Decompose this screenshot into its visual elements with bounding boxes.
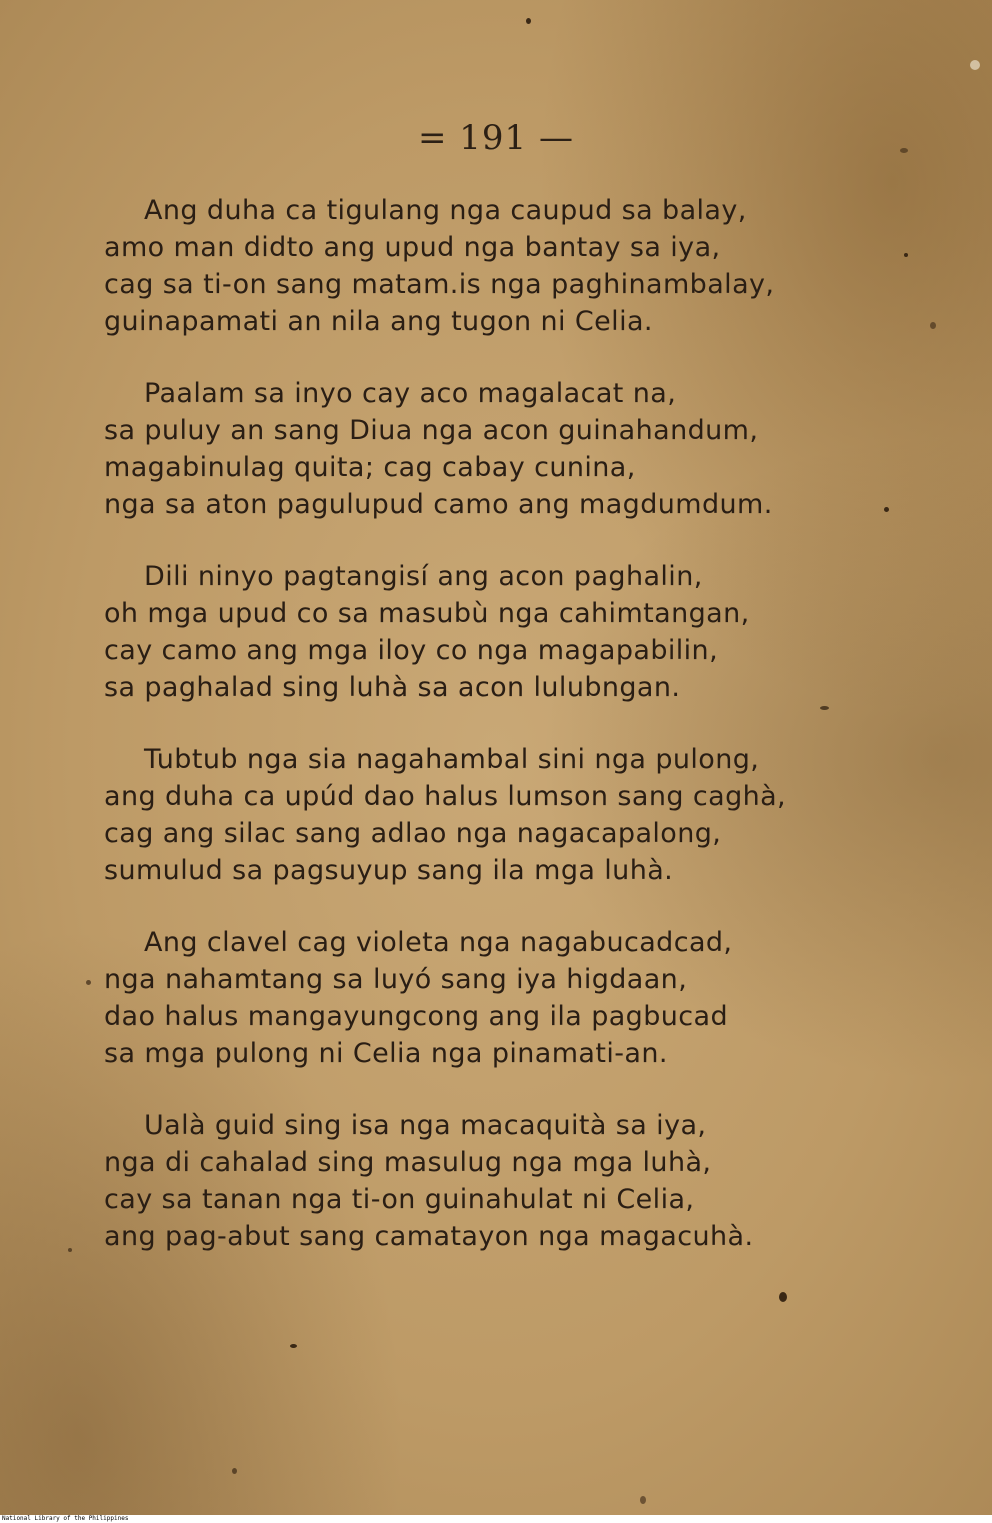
poem-line: amo man didto ang upud nga bantay sa iya, — [104, 232, 721, 263]
speck — [970, 60, 980, 70]
poem-line: oh mga upud co sa masubù nga cahimtangan, — [104, 598, 750, 629]
poem-line: cag sa ti-on sang matam.is nga paghinambalay, — [104, 269, 775, 300]
poem-line: ang pag-abut sang camatayon nga magacuhà. — [104, 1221, 754, 1252]
poem — [104, 192, 864, 1290]
speck — [640, 1496, 646, 1504]
poem-line: Ang duha ca tigulang nga caupud sa balay, — [144, 195, 747, 226]
speck — [232, 1468, 237, 1474]
page-number: = 191 — — [418, 118, 574, 158]
speck — [884, 507, 889, 512]
poem-line: cay camo ang mga iloy co nga magapabilin, — [104, 635, 719, 666]
poem-line: Ang clavel cag violeta nga nagabucadcad, — [144, 927, 733, 958]
poem-line: dao halus mangayungcong ang ila pagbucad — [104, 1001, 729, 1032]
poem-line: Ualà guid sing isa nga macaquità sa iya, — [144, 1110, 707, 1141]
stanza-4 — [104, 741, 864, 889]
poem-line: magabinulag quita; cag cabay cunina, — [104, 452, 636, 483]
poem-line: Paalam sa inyo cay aco magalacat na, — [144, 378, 677, 409]
poem-line: ang duha ca upúd dao halus lumson sang caghà, — [104, 781, 787, 812]
speck — [930, 322, 936, 329]
stanza-5 — [104, 924, 864, 1072]
poem-line: Tubtub nga sia nagahambal sini nga pulong, — [144, 744, 760, 775]
poem-line: sa puluy an sang Diua nga acon guinahandum, — [104, 415, 759, 446]
stanza-6 — [104, 1107, 864, 1255]
library-credit: National Library of the Philippines — [2, 1515, 129, 1522]
poem-line: guinapamati an nila ang tugon ni Celia. — [104, 306, 653, 337]
stanza-3 — [104, 558, 864, 706]
poem-line: cag ang silac sang adlao nga nagacapalong, — [104, 818, 722, 849]
stanza-1 — [104, 192, 864, 340]
poem-line: sumulud sa pagsuyup sang ila mga luhà. — [104, 855, 674, 886]
speck — [68, 1248, 72, 1252]
stanza-2 — [104, 375, 864, 523]
poem-line: Dili ninyo pagtangisí ang acon paghalin, — [144, 561, 703, 592]
poem-line: sa mga pulong ni Celia nga pinamati-an. — [104, 1038, 668, 1069]
poem-line: nga di cahalad sing masulug nga mga luhà, — [104, 1147, 712, 1178]
speck — [290, 1344, 297, 1348]
speck — [526, 18, 531, 24]
poem-line: cay sa tanan nga ti-on guinahulat ni Celia, — [104, 1184, 695, 1215]
speck — [779, 1292, 787, 1302]
poem-line: nga nahamtang sa luyó sang iya higdaan, — [104, 964, 688, 995]
poem-line: sa paghalad sing luhà sa acon lulubngan. — [104, 672, 681, 703]
speck — [904, 253, 908, 257]
poem-line: nga sa aton pagulupud camo ang magdumdum. — [104, 489, 773, 520]
speck — [86, 980, 91, 985]
